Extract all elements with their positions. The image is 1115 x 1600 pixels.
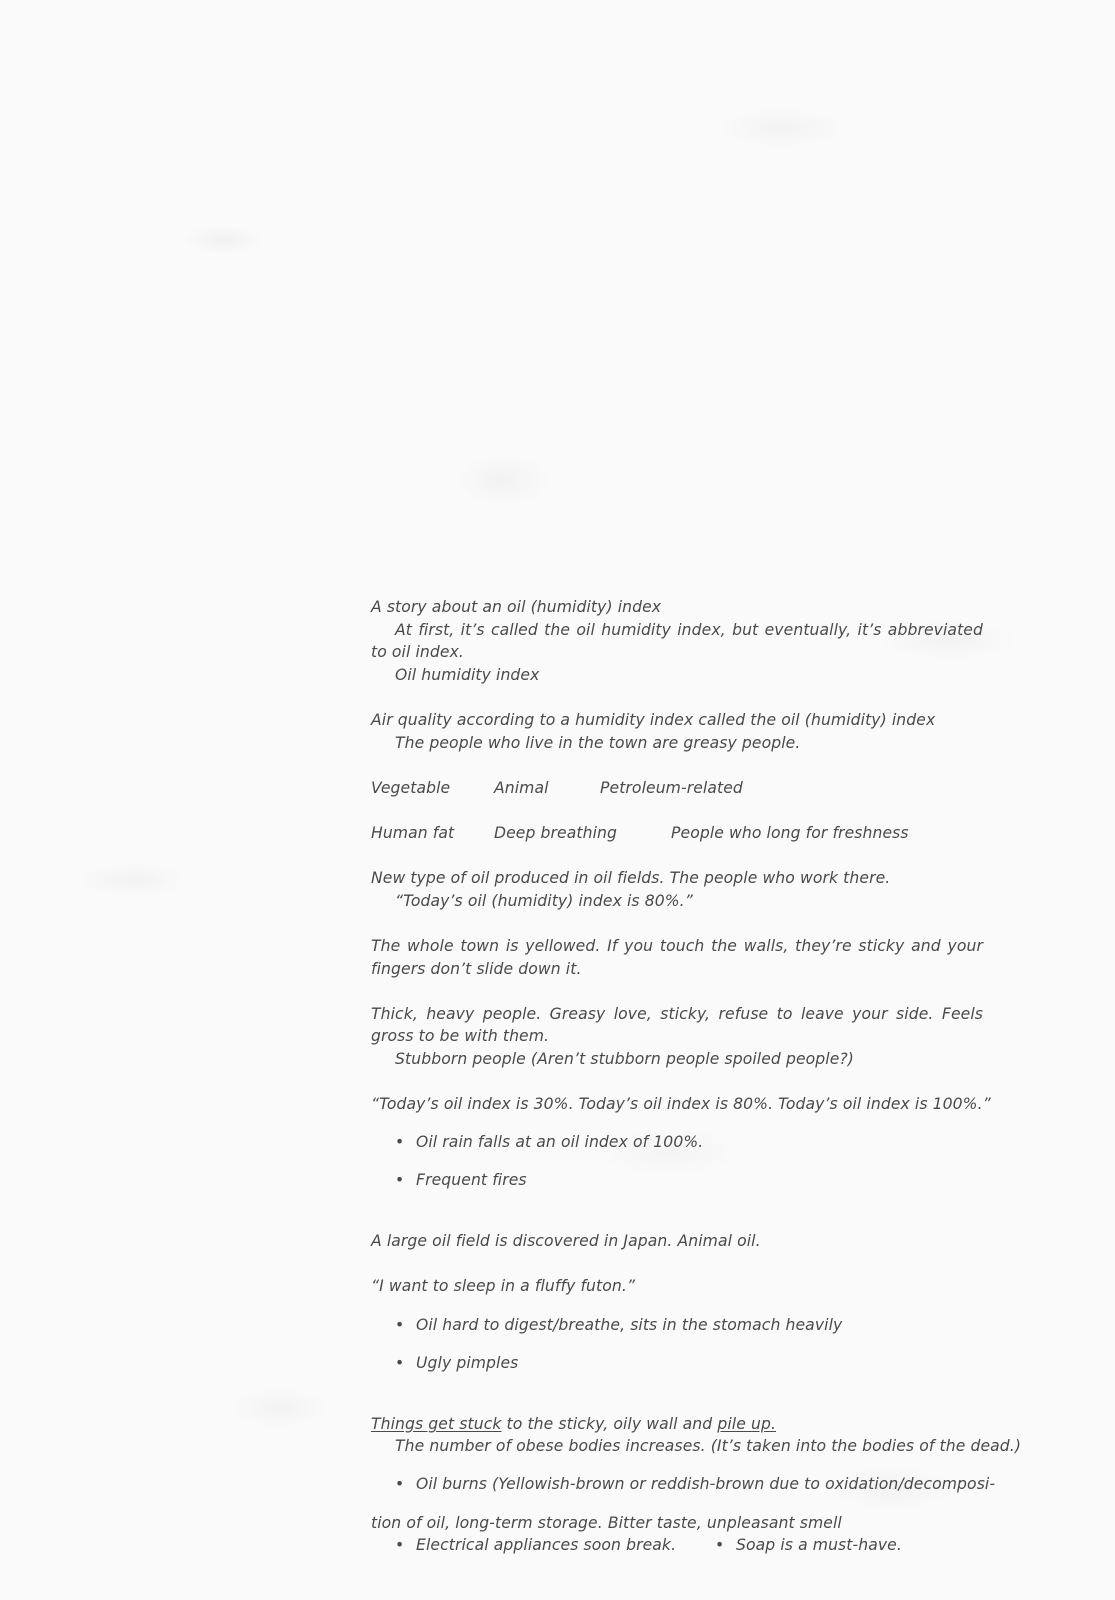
category-item: Human fat [371, 823, 455, 842]
paragraph-text: to the sticky, oily wall and [501, 1414, 718, 1433]
paragraph-sub: Oil humidity index [395, 665, 540, 684]
paragraph [371, 1413, 983, 1436]
quote: “I want to sleep in a fluffy futon.” [371, 1277, 636, 1296]
paragraph: Thick, heavy people. Greasy love, sticky, refuse to leave your side. Feels gross to be with them. [371, 1004, 983, 1046]
category-row [371, 822, 983, 845]
text-block [371, 596, 1022, 1557]
paragraph: New type of oil produced in oil fields. The people who work there. [371, 869, 891, 888]
bullet-item: • Oil burns (Yellowish-brown or reddish-brown due to oxidation/decomposi- [371, 1473, 983, 1496]
bullet-item: • Ugly pimples [371, 1352, 983, 1375]
paragraph: Air quality according to a humidity index called the oil (humidity) index [371, 710, 936, 729]
category-item: Petroleum-related [600, 778, 743, 797]
category-row [371, 777, 983, 800]
category-item: Animal [494, 778, 549, 797]
bullet-item: • Oil hard to digest/breathe, sits in the stomach heavily [371, 1314, 983, 1337]
paragraph-sub: The people who live in the town are greasy people. [395, 733, 801, 752]
category-item: Vegetable [371, 778, 451, 797]
quote: “Today’s oil index is 30%. Today’s oil index is 80%. Today’s oil index is 100%.” [371, 1095, 991, 1114]
paragraph: The whole town is yellowed. If you touch the walls, they’re sticky and your fingers don’t slide down it. [371, 936, 983, 978]
bullet-item: • Soap is a must-have. [715, 1534, 902, 1557]
underlined-phrase: Things get stuck [371, 1414, 502, 1433]
bullet-item: • Electrical appliances soon break. [371, 1534, 715, 1557]
category-item: Deep breathing [494, 823, 618, 842]
quote: “Today’s oil (humidity) index is 80%.” [395, 891, 693, 910]
paragraph-sub: The number of obese bodies increases. (It’s taken into the bodies of the dead.) [395, 1437, 1022, 1456]
bullet-item: • Frequent fires [371, 1169, 983, 1192]
document-title: A story about an oil (humidity) index [371, 598, 662, 616]
paragraph: A large oil field is discovered in Japan. Animal oil. [371, 1232, 761, 1251]
bullet-pair [371, 1534, 983, 1557]
bullet-item: • Oil rain falls at an oil index of 100%. [371, 1131, 983, 1154]
paragraph-sub: Stubborn people (Aren’t stubborn people spoiled people?) [395, 1049, 854, 1068]
category-item: People who long for freshness [671, 823, 909, 842]
bullet-continuation: tion of oil, long-term storage. Bitter taste, unpleasant smell [371, 1513, 842, 1532]
underlined-phrase: pile up. [717, 1414, 776, 1433]
paragraph: At first, it’s called the oil humidity index, but eventually, it’s abbreviated to oil index. [371, 620, 983, 662]
